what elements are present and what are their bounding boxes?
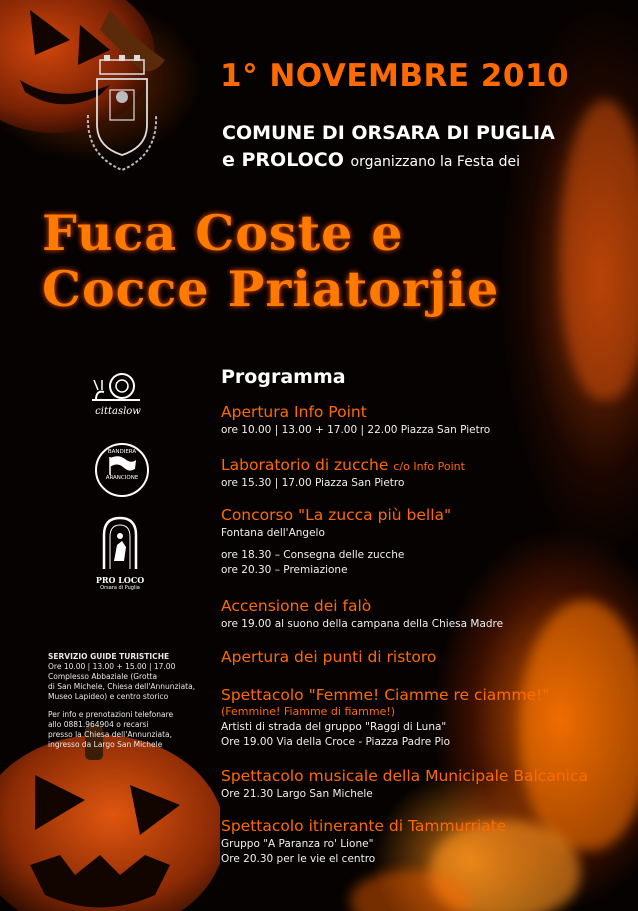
guide-sites-line: di San Michele, Chiesa dell'Annunziata, xyxy=(48,682,196,691)
event-detail: Gruppo "A Paranza ro' Lione" xyxy=(221,838,374,850)
organizers xyxy=(222,120,555,176)
program-event xyxy=(221,767,588,800)
program-event xyxy=(221,403,490,436)
festival-title-line1: Fuca Coste e xyxy=(42,204,404,262)
program-event xyxy=(221,817,506,865)
organizer-proloco: e PROLOCO xyxy=(222,149,344,171)
event-title: Spettacolo "Femme! Ciamme re ciamme!" xyxy=(221,686,550,704)
event-title: Accensione dei falò xyxy=(221,597,372,615)
organizer-line2 xyxy=(222,147,555,176)
event-subtitle: (Femmine! Fiamme di fiamme!) xyxy=(221,705,396,718)
proloco-emblem-icon xyxy=(100,515,140,571)
cittaslow-label: cittaslow xyxy=(95,406,141,417)
event-detail: ore 10.00 | 13.00 + 17.00 | 22.00 Piazza San Pietro xyxy=(221,424,491,436)
festival-title-line2: Cocce Priatorjie xyxy=(42,260,500,318)
proloco-label: PRO LOCO xyxy=(95,575,145,585)
event-detail: Fontana dell'Angelo xyxy=(221,527,325,539)
event-title xyxy=(221,456,465,474)
event-title: Spettacolo itinerante di Tammurriate xyxy=(221,817,507,835)
program-event xyxy=(221,686,549,748)
guide-service xyxy=(48,652,208,750)
snail-icon xyxy=(88,368,148,404)
organizer-line1: COMUNE DI ORSARA DI PUGLIA xyxy=(222,122,555,144)
proloco-sublabel: Orsara di Puglia xyxy=(100,585,140,591)
guide-info-line: ingresso da Largo San Michele xyxy=(48,740,163,749)
festival-title xyxy=(42,205,499,317)
guide-info-line: Per info e prenotazioni telefonare xyxy=(48,710,174,719)
event-detail: ore 20.30 – Premiazione xyxy=(221,564,348,576)
guide-sites-line: Museo Lapideo) e centro storico xyxy=(48,692,169,701)
program-event xyxy=(221,648,436,666)
program-event xyxy=(221,597,503,630)
event-detail: ore 19.00 al suono della campana della Chiesa Madre xyxy=(221,618,504,630)
guide-hours: Ore 10.00 | 13.00 + 15.00 | 17.00 xyxy=(48,662,176,671)
program-event xyxy=(221,506,451,576)
guide-info-line: presso la Chiesa dell'Annunziata, xyxy=(48,730,173,739)
cittaslow-logo xyxy=(88,368,148,417)
bandiera-arancione-logo xyxy=(95,443,149,497)
event-detail: ore 15.30 | 17.00 Piazza San Pietro xyxy=(221,477,405,489)
event-date: 1° NOVEMBRE 2010 xyxy=(220,58,570,94)
arancione-label: ARANCIONE xyxy=(105,475,139,481)
event-title-text: Laboratorio di zucche xyxy=(221,456,389,474)
coat-of-arms-icon xyxy=(82,55,162,175)
event-title: Apertura Info Point xyxy=(221,403,367,421)
organizer-line2-rest: organizzano la Festa dei xyxy=(350,154,521,170)
event-title: Apertura dei punti di ristoro xyxy=(221,648,437,666)
guide-title: SERVIZIO GUIDE TURISTICHE xyxy=(48,652,170,661)
event-detail: Ore 19.00 Via della Croce - Piazza Padre Pio xyxy=(221,736,450,748)
event-detail: ore 18.30 – Consegna delle zucche xyxy=(221,549,405,561)
guide-sites-line: Complesso Abbaziale (Grotta xyxy=(48,672,158,681)
bandiera-label: BANDIERA xyxy=(107,449,137,455)
programma-title: Programma xyxy=(221,366,346,388)
event-detail: Ore 21.30 Largo San Michele xyxy=(221,788,373,800)
program-event xyxy=(221,456,465,489)
flag-icon xyxy=(107,455,137,475)
event-title: Concorso "La zucca più bella" xyxy=(221,506,452,524)
event-title: Spettacolo musicale della Municipale Balcanica xyxy=(221,767,588,785)
flame-decoration xyxy=(560,100,638,400)
event-detail: Artisti di strada del gruppo "Raggi di Luna" xyxy=(221,721,447,733)
event-location-note: c/o Info Point xyxy=(393,460,465,473)
proloco-logo xyxy=(94,515,146,591)
event-detail: Ore 20.30 per le vie el centro xyxy=(221,853,376,865)
guide-info-line: allo 0881.964904 o recarsi xyxy=(48,720,149,729)
